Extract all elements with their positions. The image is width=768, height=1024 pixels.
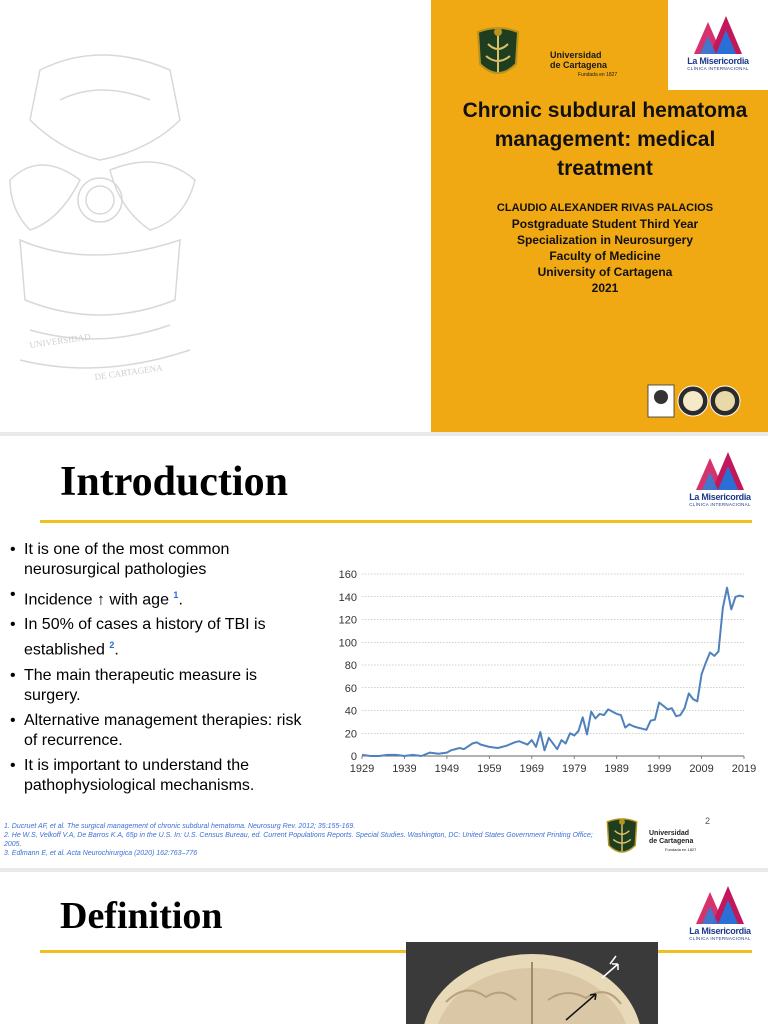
reference-3: 3. Edlmann E, et al. Acta Neurochirurgica (2020) 162:763–776	[4, 850, 198, 857]
bullet-item: • It is one of the most common neurosurgical pathologies	[8, 540, 308, 580]
clinic-logo	[680, 448, 760, 520]
x-tick-label: 1939	[392, 763, 417, 775]
bullet-item: • Incidence ↑ with age $^1$.	[8, 585, 308, 610]
clinic-name: La Misericordia	[689, 926, 751, 936]
y-tick-label: 100	[338, 637, 357, 650]
svg-text:DE CARTAGENA: DE CARTAGENA	[93, 362, 164, 382]
certification-logos	[647, 383, 742, 419]
x-tick-label: 1979	[561, 763, 587, 775]
reference-1: 1. Ducruet AF, et al. The surgical management of chronic subdural hematoma. Neurosurg Rev. 2012; 35:155-169.	[4, 823, 356, 830]
presentation-title	[440, 96, 768, 183]
up-arrow-icon: ↑	[96, 591, 105, 609]
clinic-mountain-icon	[692, 882, 748, 926]
title-slide	[0, 0, 768, 432]
brain-illustration	[406, 942, 658, 1024]
clinic-logo	[678, 12, 758, 84]
slide-title: Introduction	[60, 459, 288, 505]
x-tick-label: 1969	[519, 763, 545, 775]
incidence-line-chart	[330, 566, 764, 788]
university-shield-icon	[474, 24, 522, 84]
references	[4, 822, 604, 858]
x-tick-label: 1959	[477, 763, 502, 775]
x-tick-label: 2009	[689, 763, 714, 775]
title-divider	[40, 520, 752, 523]
author-role: Postgraduate Student Third Year	[511, 217, 699, 231]
university-founded: Fundada en 1827	[578, 72, 618, 78]
presentation-year: 2021	[591, 281, 619, 295]
x-tick-label: 1989	[604, 763, 629, 775]
author-faculty: Faculty of Medicine	[549, 249, 661, 263]
clinic-subtitle: CLÍNICA INTERNACIONAL	[689, 502, 751, 507]
clinic-name: La Misericordia	[687, 56, 749, 66]
y-tick-label: 160	[338, 569, 357, 581]
clinic-logo	[680, 882, 760, 954]
page-number: 2	[705, 816, 711, 826]
university-crest-watermark	[0, 30, 200, 390]
brain-cross-section-image	[406, 942, 658, 1024]
y-tick-label: 40	[344, 705, 357, 718]
y-tick-label: 60	[344, 682, 357, 695]
clinic-subtitle: CLÍNICA INTERNACIONAL	[689, 936, 751, 941]
bullet-item: • In 50% of cases a history of TBI is established $^2$.	[8, 615, 308, 660]
clinic-logo-box	[668, 0, 768, 90]
y-tick-label: 20	[344, 728, 357, 741]
title-line-1: Chronic subdural hematoma	[462, 99, 748, 122]
title-line-2: management: medical	[494, 128, 716, 151]
introduction-slide	[0, 436, 768, 868]
clinic-name: La Misericordia	[689, 492, 751, 502]
author-university: University of Cartagena	[537, 265, 673, 279]
author-block	[440, 200, 768, 296]
clinic-mountain-icon	[692, 448, 748, 492]
definition-slide	[0, 872, 768, 1024]
slide-title: Definition	[60, 895, 223, 937]
y-tick-label: 140	[338, 591, 357, 604]
reference-2: 2. He W.S, Velkoff V.A, De Barros K.A, 65p in the U.S. In: U.S. Census Bureau, ed. Current Populations Reports. Special Studies. Washington, DC: United States Government Printing Office; 2005.	[4, 832, 593, 848]
bullet-item: • Alternative management therapies: risk of recurrence.	[8, 711, 308, 751]
x-tick-label: 1999	[646, 763, 672, 775]
title-line-3: treatment	[557, 157, 653, 180]
y-tick-label: 120	[338, 614, 357, 627]
x-tick-label: 1949	[434, 763, 460, 775]
y-tick-label: 80	[344, 660, 357, 672]
author-name: CLAUDIO ALEXANDER RIVAS PALACIOS	[496, 202, 714, 214]
footer-university-line1: Universidad	[649, 830, 690, 837]
clinic-mountain-icon	[690, 12, 746, 56]
x-tick-label: 1929	[349, 763, 375, 775]
svg-text:UNIVERSIDAD: UNIVERSIDAD	[28, 331, 92, 350]
reference-marker: 2	[109, 640, 115, 651]
university-shield-icon	[603, 816, 641, 860]
author-specialization: Specialization in Neurosurgery	[516, 233, 694, 247]
university-logo	[474, 24, 624, 84]
series-line	[362, 588, 744, 756]
clinic-subtitle: CLÍNICA INTERNACIONAL	[687, 66, 749, 71]
y-tick-label: 0	[350, 751, 357, 763]
footer-university-line2: de Cartagena	[649, 838, 694, 845]
x-tick-label: 2019	[731, 763, 757, 775]
reference-marker: 1	[173, 590, 179, 600]
footer-founded: Fundada en 1827	[665, 847, 697, 852]
footer-university-logo	[603, 816, 713, 860]
bullet-list	[8, 540, 308, 801]
bullet-item: • It is important to understand the pathophysiological mechanisms.	[8, 756, 308, 796]
university-name-line2: de Cartagena	[550, 60, 608, 70]
bullet-item: • The main therapeutic measure is surgery.	[8, 666, 308, 706]
university-name-line1: Universidad	[550, 50, 602, 60]
